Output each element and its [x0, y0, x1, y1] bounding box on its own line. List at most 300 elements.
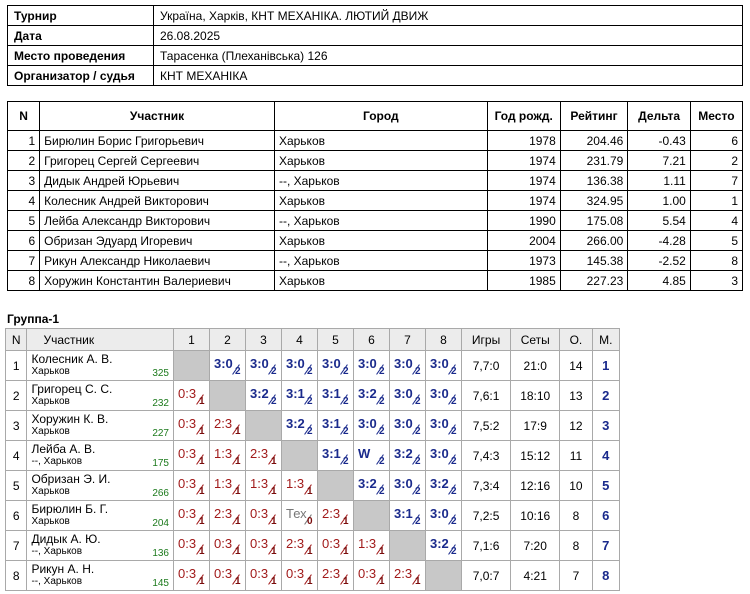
match-set-score: 0:3: [250, 506, 269, 521]
match-result: [318, 411, 354, 441]
group-place: [592, 561, 619, 591]
match-set-score: 3:1: [322, 446, 341, 461]
group-place: [592, 471, 619, 501]
group-row-number: 7: [6, 531, 27, 561]
match-points: 1: [343, 546, 349, 557]
group-row-number: 2: [6, 381, 27, 411]
participant-place: 1: [690, 191, 742, 211]
table-row: [8, 251, 743, 271]
participant-place: 5: [690, 231, 742, 251]
match-score: [210, 351, 245, 380]
group-player-rating: 136: [152, 548, 169, 559]
match-points: 2: [415, 366, 421, 377]
match-score: [318, 351, 353, 380]
match-result: [246, 501, 282, 531]
group-row: [6, 561, 620, 591]
match-score: [354, 441, 389, 470]
match-set-score: 3:1: [322, 416, 341, 431]
participant-birth-year: 1990: [487, 211, 560, 231]
group-points: 8: [560, 531, 592, 561]
match-set-score: 2:3: [214, 506, 233, 521]
match-result: [354, 531, 390, 561]
match-set-score: 0:3: [286, 566, 305, 581]
participant-name: Дидык Андрей Юрьевич: [40, 171, 275, 191]
match-set-score: 0:3: [214, 536, 233, 551]
participant-delta: 5.54: [628, 211, 691, 231]
match-result: [282, 471, 318, 501]
diagonal-cell: [282, 441, 318, 471]
match-score: [354, 561, 389, 590]
match-points: 2: [451, 426, 457, 437]
match-points: 2: [343, 396, 349, 407]
group-header: 5: [318, 329, 354, 351]
participant-number: 6: [8, 231, 40, 251]
match-points: 1: [415, 576, 421, 587]
match-points: 2: [379, 396, 385, 407]
match-points: 2: [415, 516, 421, 527]
match-points: 2: [235, 366, 241, 377]
participant-number: 4: [8, 191, 40, 211]
match-result: [354, 471, 390, 501]
participant-city: --, Харьков: [274, 251, 487, 271]
match-set-score: 3:0: [430, 356, 449, 371]
participant-city: Харьков: [274, 191, 487, 211]
match-set-score: 3:0: [394, 356, 413, 371]
tournament-info-table: [7, 5, 743, 86]
participants-header: Город: [274, 102, 487, 131]
match-score: [318, 531, 353, 560]
group-sets: 4:21: [511, 561, 560, 591]
match-points: 1: [271, 486, 277, 497]
match-result: [282, 531, 318, 561]
match-points: 0: [307, 516, 313, 527]
match-score: [210, 471, 245, 500]
group-header: N: [6, 329, 27, 351]
match-set-score: 2:3: [286, 536, 305, 551]
group-row-number: 1: [6, 351, 27, 381]
match-points: 1: [235, 546, 241, 557]
group-sets: 15:12: [511, 441, 560, 471]
group-player-rating: 266: [152, 488, 169, 499]
match-score: [174, 501, 209, 530]
match-set-score: 3:0: [214, 356, 233, 371]
match-score: [246, 501, 281, 530]
participant-delta: 4.85: [628, 271, 691, 291]
match-set-score: 3:1: [394, 506, 413, 521]
match-score: [390, 441, 425, 470]
group-header: 4: [282, 329, 318, 351]
match-set-score: 3:2: [358, 476, 377, 491]
match-result: [174, 561, 210, 591]
match-set-score: 1:3: [286, 476, 305, 491]
participant-city: Харьков: [274, 231, 487, 251]
info-key: Организатор / судья: [8, 66, 154, 86]
match-set-score: 3:0: [358, 416, 377, 431]
match-score: [318, 441, 353, 470]
match-score: [246, 531, 281, 560]
table-row: [8, 151, 743, 171]
match-result: [426, 441, 462, 471]
match-result: [354, 351, 390, 381]
match-score: [282, 561, 317, 590]
match-points: 1: [199, 576, 205, 587]
match-result: [426, 471, 462, 501]
match-result: [426, 531, 462, 561]
diagonal-cell: [354, 501, 390, 531]
table-row: [8, 211, 743, 231]
info-value: Тарасенка (Плеханівська) 126: [154, 46, 743, 66]
match-points: 1: [307, 576, 313, 587]
participant-birth-year: 1985: [487, 271, 560, 291]
participant-birth-year: 1973: [487, 251, 560, 271]
match-result: [426, 381, 462, 411]
group-header: О.: [560, 329, 592, 351]
match-points: 1: [307, 546, 313, 557]
group-games: 7,5:2: [462, 411, 511, 441]
match-score: [282, 531, 317, 560]
match-score: [210, 441, 245, 470]
match-points: 2: [343, 456, 349, 467]
match-score: [246, 561, 281, 590]
group-player-rating: 227: [152, 428, 169, 439]
match-result: [354, 561, 390, 591]
match-points: 2: [451, 516, 457, 527]
match-result: [318, 501, 354, 531]
diagonal-cell: [318, 471, 354, 501]
match-score: [354, 531, 389, 560]
participant-city: --, Харьков: [274, 211, 487, 231]
participant-birth-year: 1974: [487, 191, 560, 211]
match-result: [426, 351, 462, 381]
group-row: [6, 471, 620, 501]
match-result: [390, 561, 426, 591]
group-row: [6, 501, 620, 531]
match-score: [318, 411, 353, 440]
group-games: 7,6:1: [462, 381, 511, 411]
diagonal-cell: [174, 351, 210, 381]
match-points: 2: [343, 366, 349, 377]
group-player-name: Дидык А. Ю.: [31, 532, 101, 546]
participant-city: Харьков: [274, 271, 487, 291]
participants-header: N: [8, 102, 40, 131]
participant-birth-year: 1974: [487, 151, 560, 171]
match-result: [282, 501, 318, 531]
info-value: 26.08.2025: [154, 26, 743, 46]
match-result: [282, 561, 318, 591]
group-place: [592, 351, 619, 381]
group-place: [592, 381, 619, 411]
participant-rating: 231.79: [560, 151, 628, 171]
match-points: 2: [451, 456, 457, 467]
match-result: [354, 441, 390, 471]
match-result: [390, 411, 426, 441]
match-result: [246, 531, 282, 561]
match-set-score: 0:3: [322, 536, 341, 551]
group-player-name: Рикун А. Н.: [31, 562, 95, 576]
match-set-score: 3:0: [394, 416, 413, 431]
participant-place: 2: [690, 151, 742, 171]
participant-number: 1: [8, 131, 40, 151]
info-row: [8, 6, 743, 26]
group-player-cell: [27, 501, 174, 531]
match-score: [174, 381, 209, 410]
group-header: 8: [426, 329, 462, 351]
group-player-cell: [27, 561, 174, 591]
group-player-rating: 325: [152, 368, 169, 379]
match-set-score: 3:0: [430, 386, 449, 401]
participant-place: 6: [690, 131, 742, 151]
match-points: 1: [235, 516, 241, 527]
group-points: 8: [560, 501, 592, 531]
match-points: 1: [199, 456, 205, 467]
group-player-cell: [27, 531, 174, 561]
match-result: [174, 411, 210, 441]
match-result: [174, 441, 210, 471]
match-score: [426, 351, 461, 380]
match-points: 2: [307, 426, 313, 437]
match-score: [390, 561, 425, 590]
diagonal-cell: [210, 381, 246, 411]
group-points: 12: [560, 411, 592, 441]
match-points: 2: [271, 366, 277, 377]
match-points: 1: [235, 456, 241, 467]
match-set-score: 0:3: [214, 566, 233, 581]
group-row-number: 5: [6, 471, 27, 501]
group-place-value: 8: [602, 568, 610, 583]
match-score: [174, 411, 209, 440]
participant-birth-year: 1974: [487, 171, 560, 191]
match-result: [390, 471, 426, 501]
match-set-score: 0:3: [178, 536, 197, 551]
info-row: [8, 66, 743, 86]
match-result: [174, 381, 210, 411]
group-header: 3: [246, 329, 282, 351]
match-score: [210, 411, 245, 440]
group-place: [592, 531, 619, 561]
participant-name: Колесник Андрей Викторович: [40, 191, 275, 211]
participant-name: Лейба Александр Викторович: [40, 211, 275, 231]
match-score: [426, 381, 461, 410]
group-player-name: Бирюлин Б. Г.: [31, 502, 109, 516]
group-sets: 18:10: [511, 381, 560, 411]
participant-place: 7: [690, 171, 742, 191]
match-result: [318, 351, 354, 381]
match-result: [174, 501, 210, 531]
info-row: [8, 46, 743, 66]
match-points: 1: [271, 516, 277, 527]
match-result: [318, 531, 354, 561]
group-header: Игры: [462, 329, 511, 351]
match-set-score: 3:0: [394, 476, 413, 491]
match-score: [246, 381, 281, 410]
group-points: 10: [560, 471, 592, 501]
group-row: [6, 351, 620, 381]
group-title: Группа-1: [7, 312, 60, 326]
match-result: [210, 411, 246, 441]
match-points: 1: [199, 516, 205, 527]
group-place-value: 2: [602, 388, 610, 403]
group-row-number: 6: [6, 501, 27, 531]
group-player-cell: [27, 381, 174, 411]
participant-name: Рикун Александр Николаевич: [40, 251, 275, 271]
match-set-score: 3:0: [250, 356, 269, 371]
participants-header: Рейтинг: [560, 102, 628, 131]
match-points: 2: [451, 396, 457, 407]
match-points: 1: [235, 426, 241, 437]
group-header: 7: [390, 329, 426, 351]
participant-name: Обризан Эдуард Игоревич: [40, 231, 275, 251]
group-player-name: Григорец С. С.: [31, 382, 113, 396]
participant-place: 4: [690, 211, 742, 231]
participant-delta: -2.52: [628, 251, 691, 271]
info-value: КНТ МЕХАНІКА: [154, 66, 743, 86]
match-set-score: 1:3: [358, 536, 377, 551]
group-player-cell: [27, 441, 174, 471]
group-player-name: Обризан Э. И.: [31, 472, 111, 486]
group-points: 13: [560, 381, 592, 411]
match-set-score: 0:3: [178, 566, 197, 581]
participants-header: Дельта: [628, 102, 691, 131]
group-header: 6: [354, 329, 390, 351]
group-place: [592, 501, 619, 531]
match-set-score: 2:3: [394, 566, 413, 581]
participants-header: Участник: [40, 102, 275, 131]
group-header: 2: [210, 329, 246, 351]
match-points: 2: [415, 426, 421, 437]
match-set-score: 3:2: [286, 416, 305, 431]
match-result: [210, 471, 246, 501]
participant-rating: 175.08: [560, 211, 628, 231]
match-points: 2: [415, 486, 421, 497]
group-header: 1: [174, 329, 210, 351]
participant-delta: 1.11: [628, 171, 691, 191]
table-row: [8, 171, 743, 191]
match-score: [246, 441, 281, 470]
participants-header: Год рожд.: [487, 102, 560, 131]
match-score: [426, 441, 461, 470]
match-points: 2: [379, 486, 385, 497]
match-points: 2: [451, 366, 457, 377]
match-result: [210, 351, 246, 381]
match-points: 1: [343, 576, 349, 587]
match-result: [246, 441, 282, 471]
match-set-score: 2:3: [322, 506, 341, 521]
match-set-score: 3:1: [322, 386, 341, 401]
match-result: [210, 441, 246, 471]
group-place-value: 6: [602, 508, 610, 523]
participant-city: --, Харьков: [274, 171, 487, 191]
match-result: [210, 561, 246, 591]
match-points: 1: [199, 396, 205, 407]
match-score: [174, 441, 209, 470]
match-score: [282, 501, 317, 530]
match-set-score: 3:2: [358, 386, 377, 401]
participants-table: [7, 101, 743, 291]
participant-number: 7: [8, 251, 40, 271]
match-result: [246, 471, 282, 501]
match-score: [246, 471, 281, 500]
match-result: [282, 411, 318, 441]
participant-rating: 324.95: [560, 191, 628, 211]
group-player-name: Колесник А. В.: [31, 352, 113, 366]
match-score: [426, 501, 461, 530]
info-value: Україна, Харків, КНТ МЕХАНІКА. ЛЮТИЙ ДВИЖ: [154, 6, 743, 26]
group-points: 11: [560, 441, 592, 471]
participant-number: 8: [8, 271, 40, 291]
match-points: 2: [379, 456, 385, 467]
match-result: [318, 381, 354, 411]
match-set-score: 0:3: [358, 566, 377, 581]
match-set-score: 3:0: [322, 356, 341, 371]
table-row: [8, 271, 743, 291]
match-score: [210, 561, 245, 590]
match-points: 1: [199, 426, 205, 437]
match-set-score: 0:3: [178, 386, 197, 401]
match-points: 2: [271, 396, 277, 407]
info-key: Дата: [8, 26, 154, 46]
participant-place: 3: [690, 271, 742, 291]
match-set-score: 3:0: [430, 416, 449, 431]
group-place-value: 3: [602, 418, 610, 433]
match-set-score: 1:3: [214, 476, 233, 491]
match-points: 2: [307, 366, 313, 377]
match-points: 1: [199, 486, 205, 497]
match-set-score: Тех: [286, 506, 307, 521]
participant-rating: 266.00: [560, 231, 628, 251]
match-points: 2: [343, 426, 349, 437]
match-score: [174, 531, 209, 560]
participant-rating: 204.46: [560, 131, 628, 151]
group-sets: 21:0: [511, 351, 560, 381]
group-player-name: Лейба А. В.: [31, 442, 96, 456]
group-player-cell: [27, 411, 174, 441]
match-set-score: 2:3: [250, 446, 269, 461]
participant-rating: 227.23: [560, 271, 628, 291]
participant-rating: 136.38: [560, 171, 628, 191]
diagonal-cell: [246, 411, 282, 441]
match-result: [390, 501, 426, 531]
participant-number: 2: [8, 151, 40, 171]
info-key: Турнир: [8, 6, 154, 26]
participant-place: 8: [690, 251, 742, 271]
match-set-score: 3:2: [430, 536, 449, 551]
group-player-rating: 232: [152, 398, 169, 409]
group-place-value: 4: [602, 448, 610, 463]
match-score: [426, 471, 461, 500]
match-points: 1: [379, 546, 385, 557]
match-set-score: 1:3: [250, 476, 269, 491]
match-result: [174, 471, 210, 501]
group-place-value: 5: [602, 478, 610, 493]
group-player-city: Харьков: [31, 366, 70, 377]
info-row: [8, 26, 743, 46]
group-player-city: --, Харьков: [31, 456, 83, 467]
match-points: 2: [451, 546, 457, 557]
match-result: [390, 441, 426, 471]
match-set-score: 3:0: [286, 356, 305, 371]
match-score: [282, 381, 317, 410]
match-points: 1: [379, 576, 385, 587]
match-result: [246, 351, 282, 381]
match-result: [282, 351, 318, 381]
group-row: [6, 441, 620, 471]
match-points: 2: [307, 396, 313, 407]
match-set-score: 0:3: [178, 446, 197, 461]
match-score: [354, 351, 389, 380]
match-score: [318, 501, 353, 530]
match-points: 1: [199, 546, 205, 557]
match-points: 1: [343, 516, 349, 527]
